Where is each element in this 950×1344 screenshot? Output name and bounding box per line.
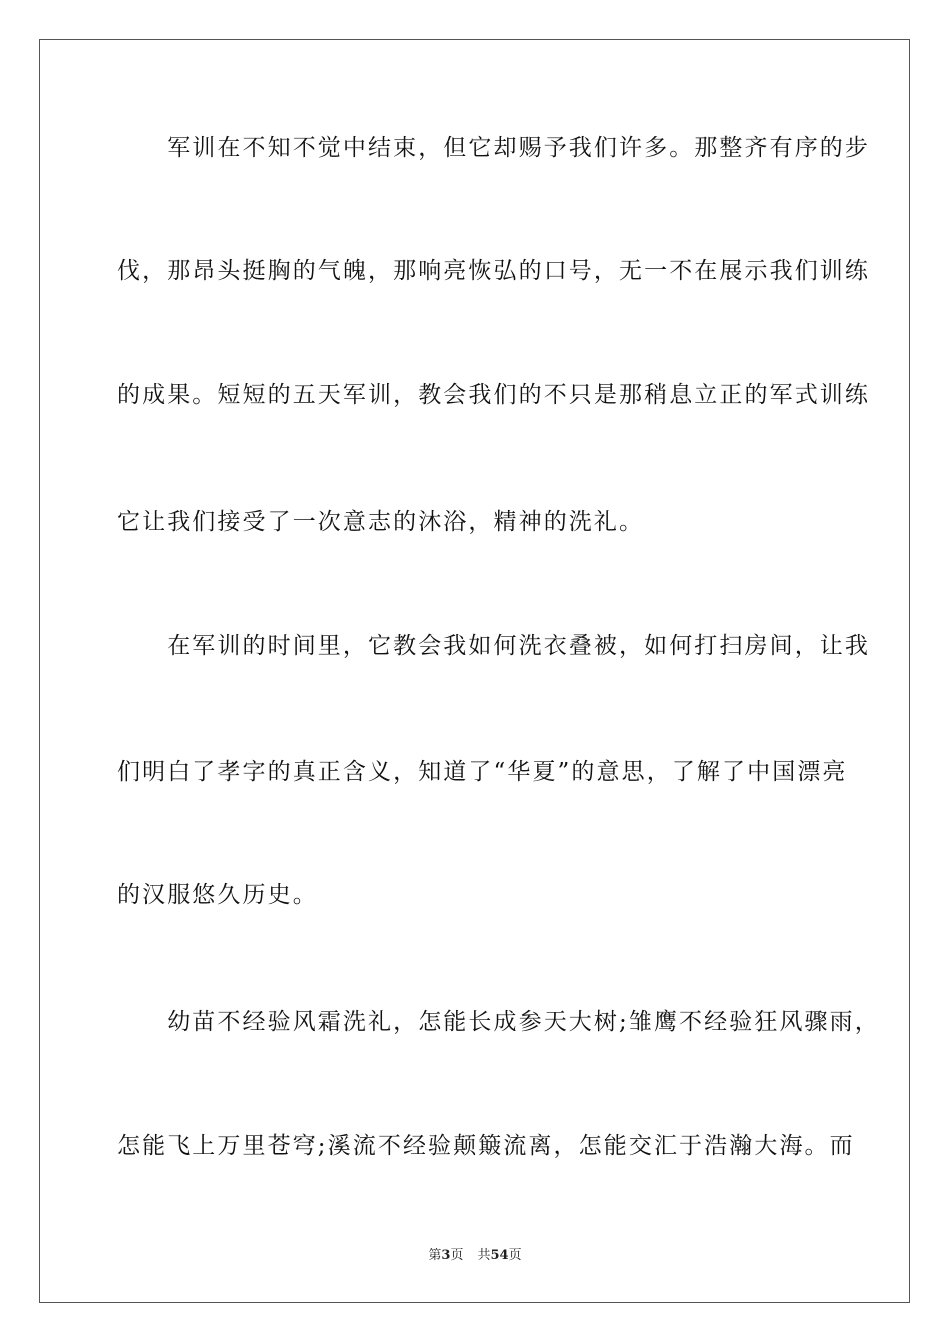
paragraph-line: 的汉服悠久历史。 [117,882,318,908]
paragraph-line: 怎能飞上万里苍穹;溪流不经验颠簸流离，怎能交汇于浩瀚大海。而 [117,1133,855,1159]
page-prefix: 第 [428,1248,442,1263]
paragraph-line: 军训在不知不觉中结束，但它却赐予我们许多。那整齐有序的步 [117,135,870,161]
page-suffix: 页 [450,1248,464,1263]
paragraph-line: 的成果。短短的五天军训，教会我们的不只是那稍息立正的军式训练 [117,382,870,408]
page-total: 54 [490,1248,509,1263]
paragraph-line: 它让我们接受了一次意志的沐浴，精神的洗礼。 [117,509,645,535]
paragraph-line: 在军训的时间里，它教会我如何洗衣叠被，如何打扫房间，让我 [117,633,870,659]
total-prefix: 共 [477,1248,491,1263]
paragraph-line: 伐，那昂头挺胸的气魄，那响亮恢弘的口号，无一不在展示我们训练 [117,258,870,284]
total-suffix: 页 [508,1248,522,1263]
paragraph-line: 们明白了孝字的真正含义，知道了“华夏”的意思，了解了中国漂亮 [117,759,848,785]
page-current: 3 [441,1248,451,1263]
page-border [39,39,910,1303]
paragraph-line: 幼苗不经验风霜洗礼，怎能长成参天大树;雏鹰不经验狂风骤雨， [117,1009,880,1035]
page-footer [0,1248,950,1264]
